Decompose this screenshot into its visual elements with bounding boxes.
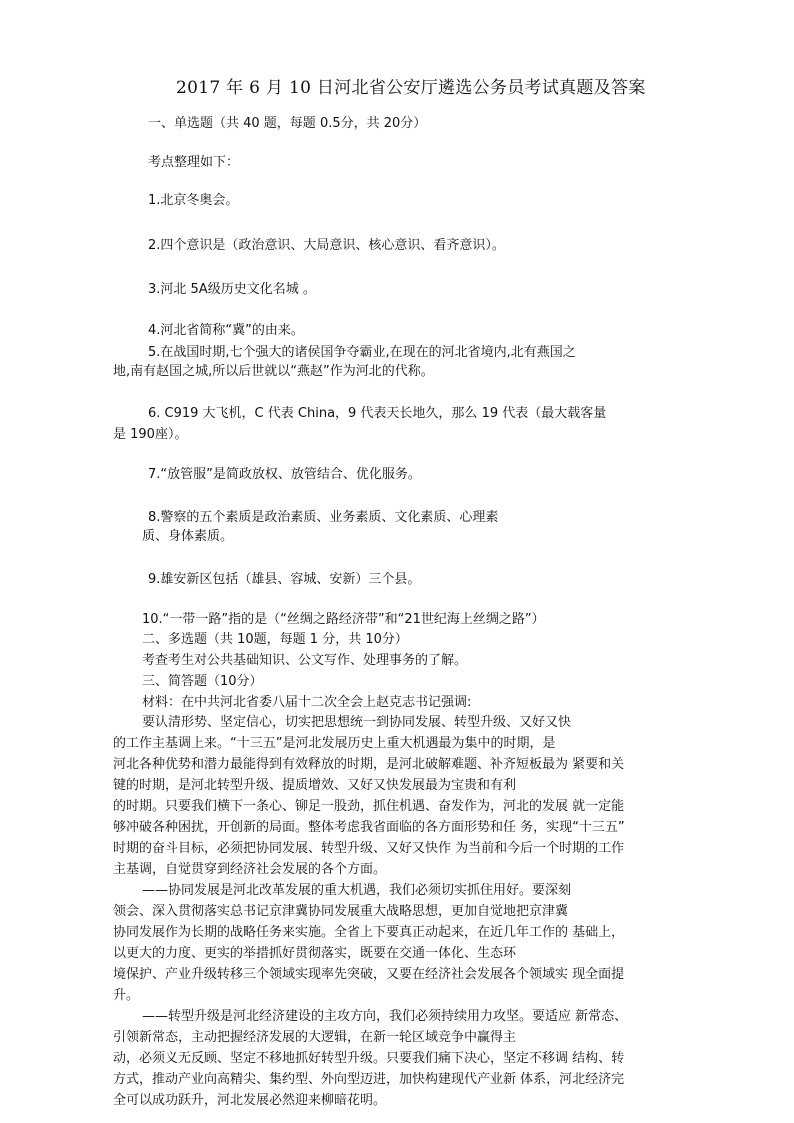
paragraph-line: 方式，推动产业向高精尖、集约型、外向型迈进，加快构建现代产业新 体系，河北经济完 bbox=[113, 1072, 625, 1087]
list-item: 8.警察的五个素质是政治素质、业务素质、文化素质、心理素 bbox=[148, 510, 499, 525]
list-item: 7.“放管服”是简政放权、放管结合、优化服务。 bbox=[148, 467, 421, 482]
page-title: 2017 年 6 月 10 日河北省公安厅遴选公务员考试真题及答案 bbox=[176, 78, 646, 98]
list-item: 10.“一带一路”指的是（“丝绸之路经济带”和“21世纪海上丝绸之路”） bbox=[142, 612, 545, 627]
paragraph-line: 的时期。只要我们横下一条心、铆足一股劲，抓住机遇、奋发作为，河北的发展 就一定能 bbox=[113, 799, 625, 814]
paragraph-line: 的工作主基调上来。“十三五”是河北发展历史上重大机遇最为集中的时期，是 bbox=[113, 736, 556, 751]
paragraph-line: 引领新常态，主动把握经济发展的大逻辑，在新一轮区域竞争中赢得主 bbox=[113, 1030, 517, 1045]
list-item-continuation: 质、身体素质。 bbox=[142, 529, 234, 544]
list-item: 3.河北 5A级历史文化名城 。 bbox=[148, 282, 316, 297]
paragraph-line: 主基调，自觉贯穿到经济社会发展的各个方面。 bbox=[113, 862, 387, 877]
material-intro: 材料：在中共河北省委八届十二次全会上赵克志书记强调: bbox=[142, 695, 472, 710]
paragraph-line: 动，必须义无反顾、坚定不移地抓好转型升级。只要我们痛下决心，坚定不移调 结构、转 bbox=[113, 1051, 625, 1066]
paragraph-line: 键的时期，是河北转型升级、提质增效、又好又快发展最为宝贵和有利 bbox=[113, 778, 517, 793]
section1-intro: 考点整理如下： bbox=[148, 155, 240, 170]
paragraph-line: 境保护、产业升级转移三个领域实现率先突破，又要在经济社会发展各个领域实 现全面提 bbox=[113, 967, 625, 982]
paragraph-line: 要认清形势、坚定信心，切实把思想统一到协同发展、转型升级、又好又快 bbox=[142, 715, 572, 730]
section2-heading: 二、多选题（共 10题，每题 1 分，共 10分） bbox=[142, 632, 408, 647]
list-item: 6. C919 大飞机，C 代表 China，9 代表天长地久，那么 19 代表（最大载客量 bbox=[148, 406, 607, 421]
list-item: 5.在战国时期,七个强大的诸侯国争夺霸业,在现在的河北省境内,北有燕国之 bbox=[148, 345, 576, 360]
section2-note: 考查考生对公共基础知识、公文写作、处理事务的了解。 bbox=[142, 653, 468, 668]
list-item: 9.雄安新区包括（雄县、容城、安新）三个县。 bbox=[148, 572, 421, 587]
paragraph-line: 够冲破各种困扰，开创新的局面。整体考虑我省面临的各方面形势和任 务，实现“十三五” bbox=[113, 820, 625, 835]
section3-heading: 三、简答题（10分） bbox=[142, 674, 263, 689]
section1-heading: 一、单选题（共 40 题，每题 0.5分，共 20分） bbox=[148, 116, 427, 131]
paragraph-line: 协同发展作为长期的战略任务来实施。全省上下要真正动起来，在近几年工作的 基础上， bbox=[113, 925, 625, 940]
paragraph-line: 时期的奋斗目标，必须把协同发展、转型升级、又好又快作 为当前和今后一个时期的工作 bbox=[113, 841, 625, 856]
paragraph-line: 全可以成功跃升，河北发展必然迎来柳暗花明。 bbox=[113, 1093, 387, 1108]
list-item: 4.河北省简称“冀”的由来。 bbox=[148, 323, 304, 338]
paragraph-line: 升。 bbox=[113, 988, 140, 1003]
list-item: 2.四个意识是（政治意识、大局意识、核心意识、看齐意识）。 bbox=[148, 238, 505, 253]
list-item-continuation: 地,南有赵国之城,所以后世就以“燕赵”作为河北的代称。 bbox=[113, 364, 434, 379]
paragraph-line: 河北各种优势和潜力最能得到有效释放的时期，是河北破解难题、补齐短板最为 紧要和关 bbox=[113, 757, 625, 772]
paragraph-line: 领会、深入贯彻落实总书记京津冀协同发展重大战略思想，更加自觉地把京津冀 bbox=[113, 904, 569, 919]
list-item: 1.北京冬奥会。 bbox=[148, 193, 239, 208]
paragraph-line: 以更大的力度、更实的举措抓好贯彻落实，既要在交通一体化、生态环 bbox=[113, 946, 517, 961]
list-item-continuation: 是 190座）。 bbox=[113, 427, 188, 442]
paragraph-line: ——转型升级是河北经济建设的主攻方向，我们必须持续用力攻坚。要适应 新常态、 bbox=[142, 1009, 628, 1024]
paragraph-line: ——协同发展是河北改革发展的重大机遇，我们必须切实抓住用好。要深刻 bbox=[142, 883, 572, 898]
